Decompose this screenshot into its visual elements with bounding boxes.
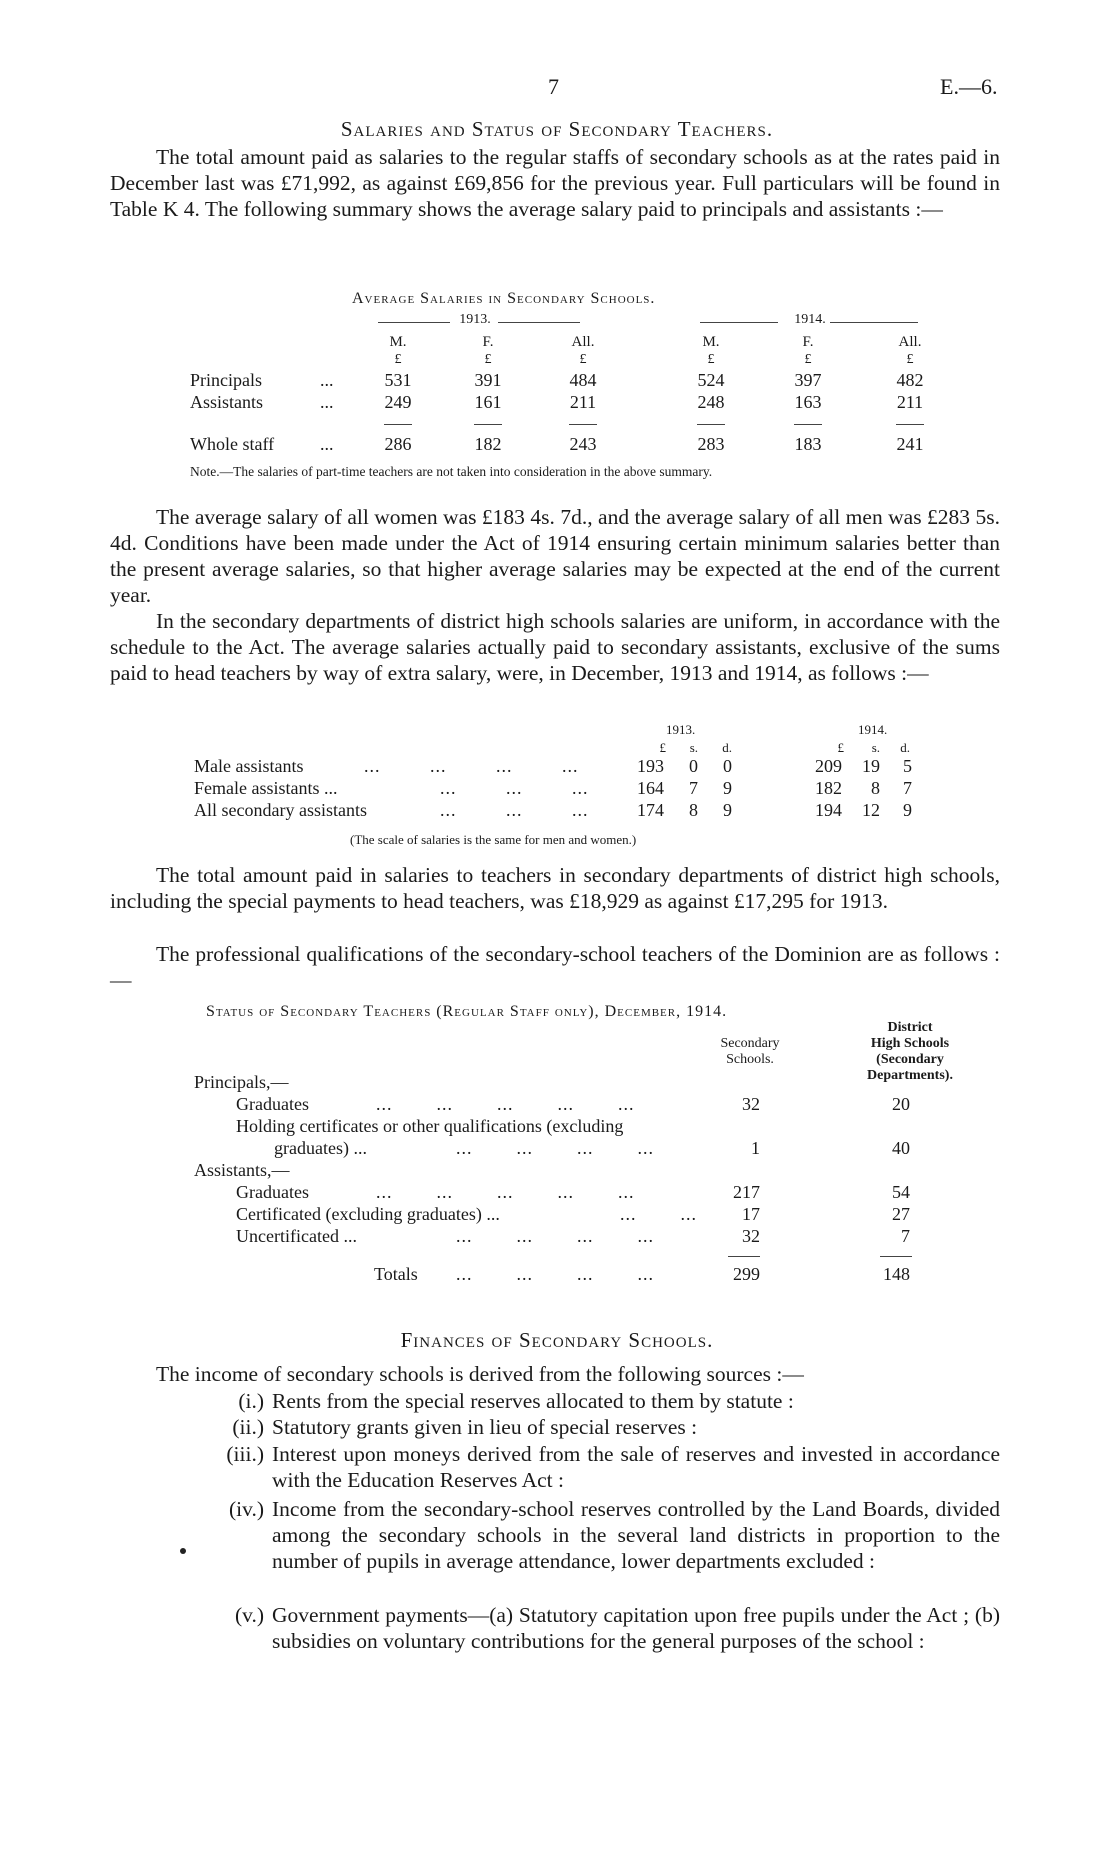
status-group-assistants: Assistants,— — [194, 1160, 290, 1180]
avg-col-header: All. — [898, 334, 922, 350]
list-item: (i.) Rents from the special reserves allocated to them by statute : — [238, 1389, 794, 1413]
dhs-cell: 193 — [637, 756, 664, 776]
leader-dots: ... ... ... ... — [364, 756, 579, 776]
avg-cell: 283 — [697, 434, 725, 454]
dhs-cell: 8 — [689, 800, 698, 820]
avg-unit: £ — [394, 352, 402, 367]
avg-cell: 524 — [697, 370, 725, 390]
dhs-row-label: Female assistants ... — [194, 778, 338, 798]
avg-col-header: F. — [802, 334, 814, 350]
avg-unit: £ — [906, 352, 914, 367]
avg-cell: 211 — [896, 392, 924, 412]
avg-cell: 183 — [794, 434, 822, 454]
dhs-unit: £ — [837, 740, 844, 755]
status-cell-total: 148 — [883, 1264, 910, 1284]
dhs-cell: 12 — [862, 800, 880, 820]
status-cell: 32 — [742, 1226, 760, 1246]
leader-dots: ... ... ... ... ... — [376, 1182, 635, 1202]
dhs-unit: £ — [659, 740, 666, 755]
list-item: (iv.) Income from the secondary-school reserves controlled by the Land Boards, divided among the secondary schools in the several land districts in proportion to the number of pupils in average attendance, lower departments excluded : — [228, 1497, 1000, 1573]
status-cell: 32 — [742, 1094, 760, 1114]
leader-dots: ... — [320, 370, 334, 390]
avg-cell: 211 — [569, 392, 597, 412]
avg-cell: 484 — [569, 370, 597, 390]
list-item: (ii.) Statutory grants given in lieu of special reserves : — [232, 1415, 698, 1439]
avg-cell: 286 — [384, 434, 412, 454]
dhs-cell: 19 — [862, 756, 880, 776]
dhs-cell: 0 — [723, 756, 732, 776]
avg-row-label: Assistants — [190, 392, 264, 412]
status-table-title: Status of Secondary Teachers (Regular Staff only), December, 1914. — [206, 1003, 728, 1020]
avg-col-header: M. — [702, 334, 720, 350]
avg-row-label: Principals — [190, 370, 262, 390]
avg-cell: 163 — [794, 392, 822, 412]
status-cell: 40 — [892, 1138, 910, 1158]
section-heading-finances: Finances of Secondary Schools. — [400, 1328, 714, 1352]
status-row-label: graduates) ... — [274, 1138, 367, 1158]
avg-table-note: Note.—The salaries of part-time teachers are not taken into consideration in the above summary. — [190, 464, 713, 479]
dhs-unit: s. — [871, 740, 880, 755]
dhs-year: 1913. — [666, 722, 696, 737]
status-cell: 217 — [733, 1182, 760, 1202]
status-row-label: Certificated (excluding graduates) ... — [236, 1204, 500, 1224]
status-cell: 7 — [901, 1226, 910, 1246]
status-cell: 54 — [892, 1182, 910, 1202]
dhs-row-label: All secondary assistants — [194, 800, 367, 820]
dhs-table-note: (The scale of salaries is the same for men and women.) — [350, 832, 637, 847]
avg-cell: 182 — [474, 434, 502, 454]
status-col-header-district: District High Schools (Secondary Departments). — [867, 1020, 953, 1083]
status-row-label: Graduates — [236, 1182, 309, 1202]
avg-cell: 248 — [697, 392, 725, 412]
dhs-cell: 164 — [637, 778, 664, 798]
dhs-cell: 194 — [815, 800, 842, 820]
leader-dots: ... ... ... — [440, 800, 589, 820]
salaries-paragraph-1: The total amount paid as salaries to the regular staffs of secondary schools as at the rates paid in December last was £71,992, as against £69,856 for the previous year. Full particulars will be found in Table K 4. The following summary shows the average salary paid to principals and assistants :— — [110, 145, 1000, 221]
leader-dots: ... ... ... ... ... — [376, 1094, 635, 1114]
avg-unit: £ — [707, 352, 715, 367]
avg-cell: 397 — [794, 370, 822, 390]
leader-dots: ... — [320, 392, 334, 412]
status-row-label: Graduates — [236, 1094, 309, 1114]
avg-unit: £ — [804, 352, 812, 367]
avg-cell: 531 — [384, 370, 412, 390]
leader-dots: ... ... ... ... — [456, 1138, 654, 1158]
avg-col-header: F. — [482, 334, 494, 350]
dhs-cell: 182 — [815, 778, 842, 798]
dhs-unit: d. — [900, 740, 910, 755]
dhs-unit: s. — [689, 740, 698, 755]
avg-cell: 161 — [474, 392, 502, 412]
dhs-unit: d. — [722, 740, 732, 755]
list-item: (v.) Government payments—(a) Statutory capitation upon free pupils under the Act ; (b) subsidies on voluntary contributions for the general purposes of the school : — [234, 1603, 1000, 1653]
avg-cell: 249 — [384, 392, 412, 412]
status-cell: 20 — [892, 1094, 910, 1114]
status-cell: 1 — [751, 1138, 760, 1158]
avg-unit: £ — [579, 352, 587, 367]
dhs-cell: 7 — [903, 778, 912, 798]
finances-intro: The income of secondary schools is derived from the following sources :— — [156, 1362, 804, 1386]
status-cell: 17 — [742, 1204, 760, 1224]
dhs-cell: 174 — [637, 800, 664, 820]
avg-unit: £ — [484, 352, 492, 367]
avg-col-header: All. — [571, 334, 595, 350]
avg-table-title: Average Salaries in Secondary Schools. — [352, 290, 656, 307]
leader-dots: ... ... — [620, 1204, 697, 1224]
avg-cell: 391 — [474, 370, 502, 390]
avg-col-header: M. — [389, 334, 407, 350]
leader-dots: ... — [320, 434, 334, 454]
status-cell-total: 299 — [733, 1264, 760, 1284]
document-reference: E.—6. — [940, 74, 998, 99]
list-item: (iii.) Interest upon moneys derived from the sale of reserves and invested in accordance with the Education Reserves Act : — [226, 1442, 1000, 1492]
salaries-paragraph-3: In the secondary departments of district high schools salaries are uniform, in accordance with the schedule to the Act. The average salaries actually paid to secondary assistants, exclusive of the sums paid to head teachers by way of extra salary, were, in December, 1913 and 1914, as follows :— — [110, 609, 1000, 685]
status-group-principals: Principals,— — [194, 1072, 289, 1092]
dhs-cell: 9 — [903, 800, 912, 820]
dhs-cell: 0 — [689, 756, 698, 776]
dhs-year: 1914. — [858, 722, 888, 737]
margin-mark — [180, 1548, 186, 1554]
avg-table-year-1914: 1914. — [794, 312, 826, 327]
salaries-paragraph-5: The professional qualifications of the secondary-school teachers of the Dominion are as follows :— — [110, 942, 1000, 992]
dhs-cell: 8 — [871, 778, 880, 798]
salaries-paragraph-4: The total amount paid in salaries to teachers in secondary departments of district high schools, including the special payments to head teachers, was £18,929 as against £17,295 for 1913. — [110, 863, 1000, 913]
dhs-cell: 9 — [723, 778, 732, 798]
dhs-cell: 209 — [815, 756, 842, 776]
avg-table-year-1913: 1913. — [459, 312, 491, 327]
dhs-cell: 9 — [723, 800, 732, 820]
status-totals-label: Totals — [374, 1264, 418, 1284]
avg-cell: 241 — [896, 434, 924, 454]
dhs-cell: 7 — [689, 778, 698, 798]
status-cell: 27 — [892, 1204, 910, 1224]
salaries-paragraph-2: The average salary of all women was £183 4s. 7d., and the average salary of all men was £283 5s. 4d. Conditions have been made under the Act of 1914 ensuring certain minimum salaries better than the present average salaries, so that higher average salaries may be expected at the end of the current year. — [110, 505, 1000, 607]
leader-dots: ... ... ... ... — [456, 1264, 654, 1284]
page-number: 7 — [548, 74, 559, 99]
status-row-label: Uncertificated ... — [236, 1226, 357, 1246]
section-heading-salaries: Salaries and Status of Secondary Teachers. — [340, 117, 774, 141]
status-col-header-secondary: Secondary Schools. — [720, 1036, 780, 1067]
dhs-cell: 5 — [903, 756, 912, 776]
dhs-row-label: Male assistants — [194, 756, 304, 776]
avg-cell: 482 — [896, 370, 924, 390]
status-row-label: Holding certificates or other qualifications (excluding — [236, 1116, 624, 1136]
avg-row-label: Whole staff — [190, 434, 275, 454]
leader-dots: ... ... ... ... — [456, 1226, 654, 1246]
avg-cell: 243 — [569, 434, 597, 454]
leader-dots: ... ... ... — [440, 778, 589, 798]
